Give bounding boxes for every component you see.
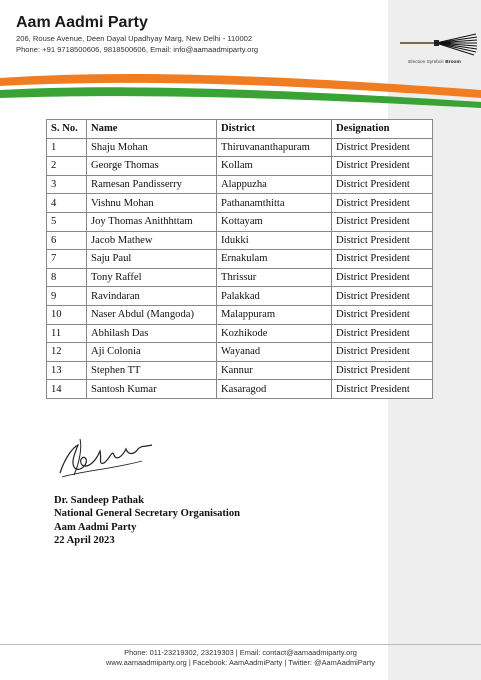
table-row (47, 343, 433, 362)
table-row (47, 231, 433, 250)
cell-district: Kannur (217, 361, 332, 380)
cell-designation: District President (332, 380, 433, 399)
cell-name: Ravindaran (87, 287, 217, 306)
cell-name: Abhilash Das (87, 324, 217, 343)
cell-designation: District President (332, 250, 433, 269)
tricolour-swoosh (0, 68, 481, 120)
cell-name: George Thomas (87, 157, 217, 176)
cell-designation: District President (332, 231, 433, 250)
header-name: Name (87, 120, 217, 139)
cell-name: Ramesan Pandisserry (87, 175, 217, 194)
table-row (47, 305, 433, 324)
table-row (47, 175, 433, 194)
table-row (47, 268, 433, 287)
cell-sno: 3 (47, 175, 87, 194)
signatory-title: National General Secretary Organisation (54, 508, 241, 520)
party-contact: Phone: +91 9718500606, 9818500606, Email: info@aamaadmiparty.org (16, 45, 259, 54)
header-sno: S. No. (47, 120, 87, 139)
cell-sno: 13 (47, 361, 87, 380)
table-row (47, 212, 433, 231)
signatory-name: Dr. Sandeep Pathak (54, 495, 144, 506)
party-address: 206, Rouse Avenue, Deen Dayal Upadhyay Marg, New Delhi - 110002 (16, 34, 253, 43)
election-symbol-label: Election Symbol: (408, 60, 444, 65)
cell-name: Tony Raffel (87, 268, 217, 287)
cell-designation: District President (332, 157, 433, 176)
header-district: District (217, 120, 332, 139)
cell-name: Stephen TT (87, 361, 217, 380)
footer-links: www.aamaadmiparty.org | Facebook: AamAadmiParty | Twitter: @AamAadmiParty (105, 658, 376, 667)
cell-sno: 10 (47, 305, 87, 324)
cell-sno: 4 (47, 194, 87, 213)
cell-sno: 5 (47, 212, 87, 231)
cell-district: Thiruvananthapuram (217, 138, 332, 157)
table-row (47, 138, 433, 157)
letterhead-footer (0, 648, 481, 668)
cell-name: Jacob Mathew (87, 231, 217, 250)
cell-designation: District President (332, 361, 433, 380)
district-presidents-table (46, 119, 433, 399)
broom-icon (398, 30, 478, 60)
cell-name: Shaju Mohan (87, 138, 217, 157)
cell-district: Wayanad (217, 343, 332, 362)
cell-district: Malappuram (217, 305, 332, 324)
signatory-block (54, 494, 240, 548)
cell-sno: 6 (47, 231, 87, 250)
cell-sno: 12 (47, 343, 87, 362)
cell-designation: District President (332, 268, 433, 287)
cell-district: Idukki (217, 231, 332, 250)
election-symbol-name: Broom (445, 60, 461, 65)
cell-district: Kottayam (217, 212, 332, 231)
cell-name: Santosh Kumar (87, 380, 217, 399)
cell-district: Palakkad (217, 287, 332, 306)
table-header-row (47, 120, 433, 139)
cell-district: Kollam (217, 157, 332, 176)
cell-name: Aji Colonia (87, 343, 217, 362)
footer-contact: Phone: 011-23219302, 23219303 | Email: contact@aamaadmiparty.org (124, 648, 357, 657)
cell-name: Joy Thomas Anithhttam (87, 212, 217, 231)
cell-designation: District President (332, 287, 433, 306)
table-row (47, 361, 433, 380)
cell-district: Thrissur (217, 268, 332, 287)
cell-designation: District President (332, 324, 433, 343)
cell-sno: 11 (47, 324, 87, 343)
cell-district: Alappuzha (217, 175, 332, 194)
cell-name: Naser Abdul (Mangoda) (87, 305, 217, 324)
cell-sno: 1 (47, 138, 87, 157)
cell-district: Kasaragod (217, 380, 332, 399)
letterhead-header (16, 14, 258, 54)
cell-designation: District President (332, 138, 433, 157)
cell-sno: 8 (47, 268, 87, 287)
table-row (47, 194, 433, 213)
cell-name: Vishnu Mohan (87, 194, 217, 213)
footer-divider (0, 644, 481, 645)
table-row (47, 287, 433, 306)
party-name: Aam Aadmi Party (16, 14, 148, 31)
cell-sno: 14 (47, 380, 87, 399)
cell-district: Kozhikode (217, 324, 332, 343)
signatory-organisation: Aam Aadmi Party (54, 521, 137, 533)
cell-name: Saju Paul (87, 250, 217, 269)
cell-sno: 7 (47, 250, 87, 269)
table-row (47, 324, 433, 343)
election-symbol (388, 60, 481, 65)
table-row (47, 380, 433, 399)
letter-date: 22 April 2023 (54, 535, 115, 547)
cell-designation: District President (332, 175, 433, 194)
cell-designation: District President (332, 212, 433, 231)
cell-sno: 9 (47, 287, 87, 306)
table-row (47, 157, 433, 176)
table-row (47, 250, 433, 269)
header-designation: Designation (332, 120, 433, 139)
signature-image (52, 425, 162, 485)
cell-designation: District President (332, 305, 433, 324)
cell-sno: 2 (47, 157, 87, 176)
cell-designation: District President (332, 194, 433, 213)
cell-designation: District President (332, 343, 433, 362)
cell-district: Pathanamthitta (217, 194, 332, 213)
cell-district: Ernakulam (217, 250, 332, 269)
